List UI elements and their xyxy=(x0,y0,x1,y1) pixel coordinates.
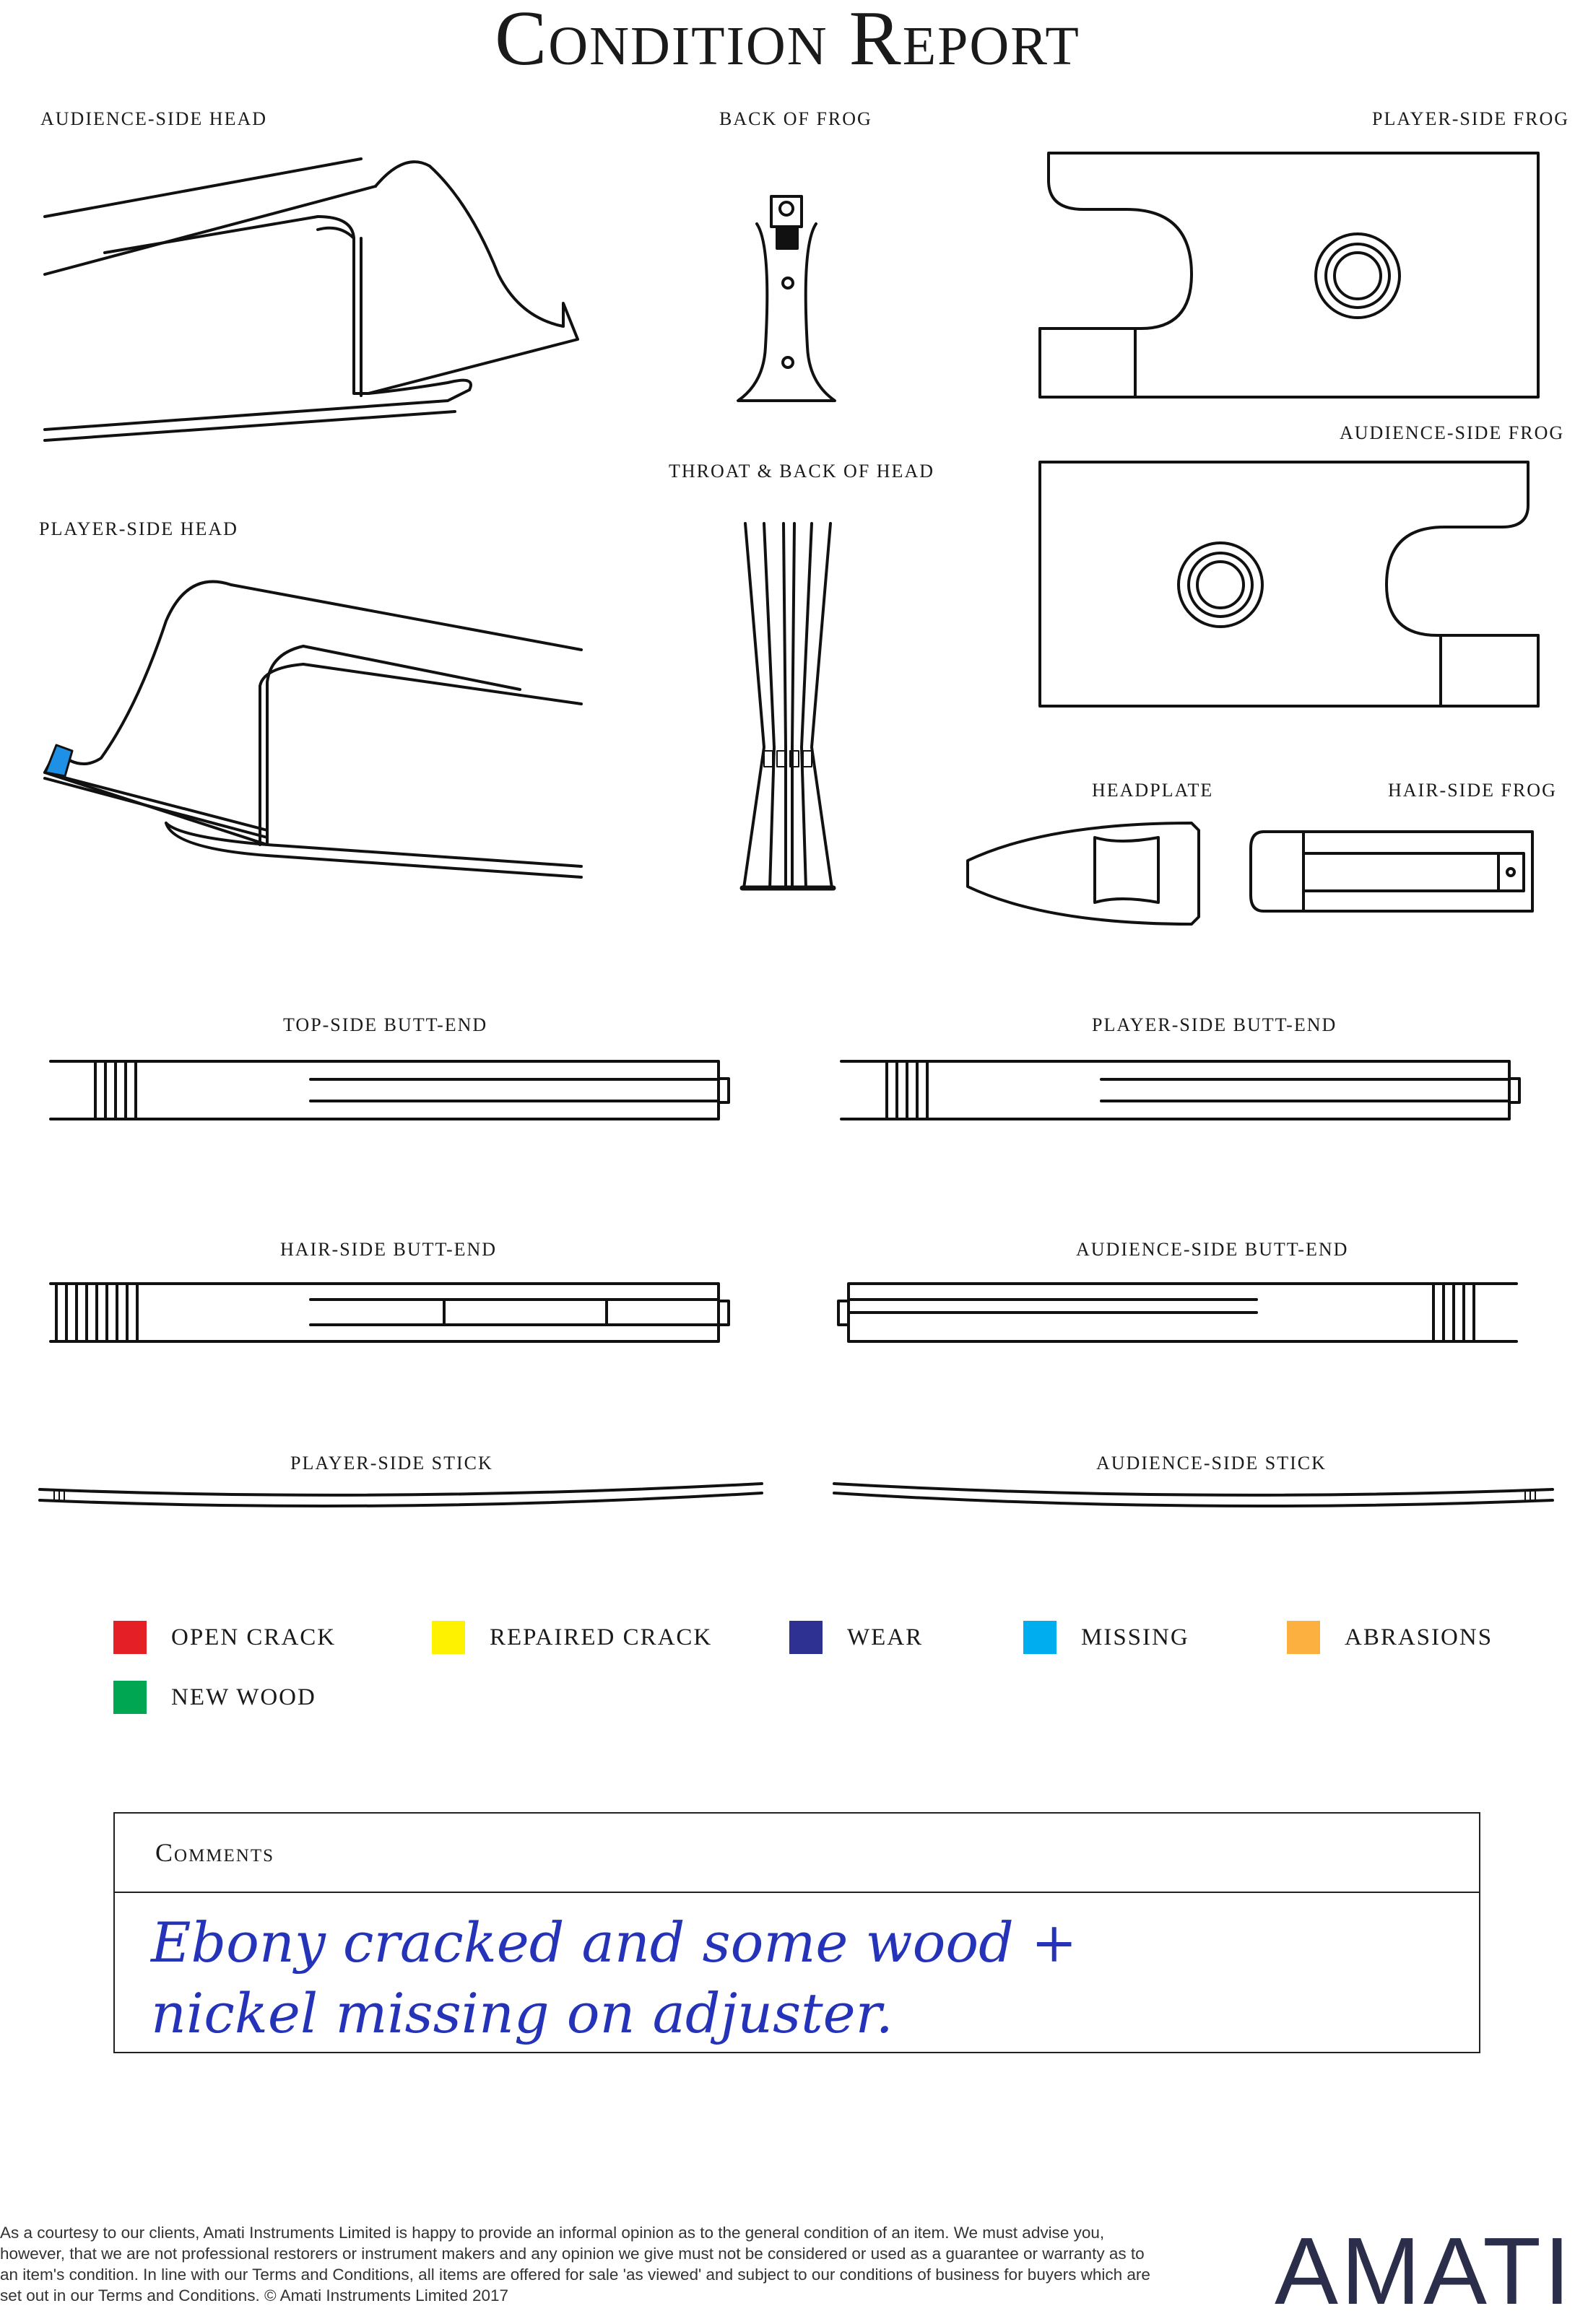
legend-label: NEW WOOD xyxy=(171,1684,316,1710)
label-top-side-butt-end: TOP-SIDE BUTT-END xyxy=(283,1014,488,1035)
brand-logo: AMATI xyxy=(1275,2218,1574,2324)
hair-side-frog-drawing xyxy=(1251,832,1532,911)
back-of-frog-drawing xyxy=(738,196,835,401)
label-audience-side-stick: AUDIENCE-SIDE STICK xyxy=(1096,1453,1327,1474)
comments-line: Ebony cracked and some wood + xyxy=(151,1910,1077,1975)
label-player-side-frog: PLAYER-SIDE FROG xyxy=(1372,108,1570,129)
comments-line: nickel missing on adjuster. xyxy=(151,1981,893,2045)
player-side-stick-drawing xyxy=(40,1484,762,1506)
label-hair-side-frog: HAIR-SIDE FROG xyxy=(1388,780,1557,801)
comments-heading: Comments xyxy=(115,1814,1479,1893)
label-audience-side-butt-end: AUDIENCE-SIDE BUTT-END xyxy=(1076,1239,1349,1260)
legend-repaired-crack xyxy=(432,1621,712,1654)
label-headplate: HEADPLATE xyxy=(1092,780,1214,801)
player-side-head-drawing xyxy=(45,582,581,877)
legend-missing xyxy=(1023,1621,1189,1654)
legend-swatch xyxy=(113,1621,147,1654)
label-audience-side-frog: AUDIENCE-SIDE FROG xyxy=(1340,422,1565,443)
legend-swatch xyxy=(1287,1621,1320,1654)
comments-text xyxy=(115,1893,1479,2063)
page-title: Condition Report xyxy=(495,0,1080,82)
legend-abrasions xyxy=(1287,1621,1493,1654)
legend-swatch xyxy=(113,1681,147,1714)
legend-label: WEAR xyxy=(847,1624,924,1650)
player-side-butt-end-drawing xyxy=(841,1061,1519,1119)
audience-side-butt-end-drawing xyxy=(838,1284,1517,1341)
label-player-side-butt-end: PLAYER-SIDE BUTT-END xyxy=(1092,1014,1337,1035)
throat-back-of-head-drawing xyxy=(742,523,833,888)
legend-swatch xyxy=(432,1621,465,1654)
label-back-of-frog: BACK OF FROG xyxy=(719,108,872,129)
headplate-drawing xyxy=(968,823,1199,924)
legend-label: OPEN CRACK xyxy=(171,1624,337,1650)
legend-swatch xyxy=(789,1621,823,1654)
disclaimer-text: As a courtesy to our clients, Amati Instruments Limited is happy to provide an informal opinion as to the general condition of an item. We must advise you, however, that we are not professional restorers or instrument makers and any opinion we give must not be considered or used as a guarantee or warranty as to an item's condition. In line with our Terms and Conditions, all items are offered for sale 'as viewed' and subject to our conditions of business for buyers which are set out in our Terms and Conditions. © Amati Instruments Limited 2017 xyxy=(0,2224,1150,2305)
legend-new-wood xyxy=(113,1681,316,1714)
legend-swatch xyxy=(1023,1621,1056,1654)
legend-label: ABRASIONS xyxy=(1345,1624,1493,1650)
top-side-butt-end-drawing xyxy=(51,1061,729,1119)
label-hair-side-butt-end: HAIR-SIDE BUTT-END xyxy=(280,1239,498,1260)
hair-side-butt-end-drawing xyxy=(51,1284,729,1341)
label-player-side-head: PLAYER-SIDE HEAD xyxy=(39,518,238,539)
legend-label: REPAIRED CRACK xyxy=(490,1624,713,1650)
audience-side-stick-drawing xyxy=(834,1484,1553,1506)
label-audience-side-head: AUDIENCE-SIDE HEAD xyxy=(40,108,268,129)
legend-open-crack xyxy=(113,1621,336,1654)
label-throat-back-of-head: THROAT & BACK OF HEAD xyxy=(669,461,934,482)
legend-label: MISSING xyxy=(1081,1624,1189,1650)
label-player-side-stick: PLAYER-SIDE STICK xyxy=(290,1453,493,1474)
legend-wear xyxy=(789,1621,923,1654)
player-side-frog-drawing xyxy=(1040,153,1538,397)
audience-side-head-drawing xyxy=(45,159,578,440)
comments-box xyxy=(113,1812,1480,2053)
audience-side-frog-drawing xyxy=(1040,462,1538,706)
